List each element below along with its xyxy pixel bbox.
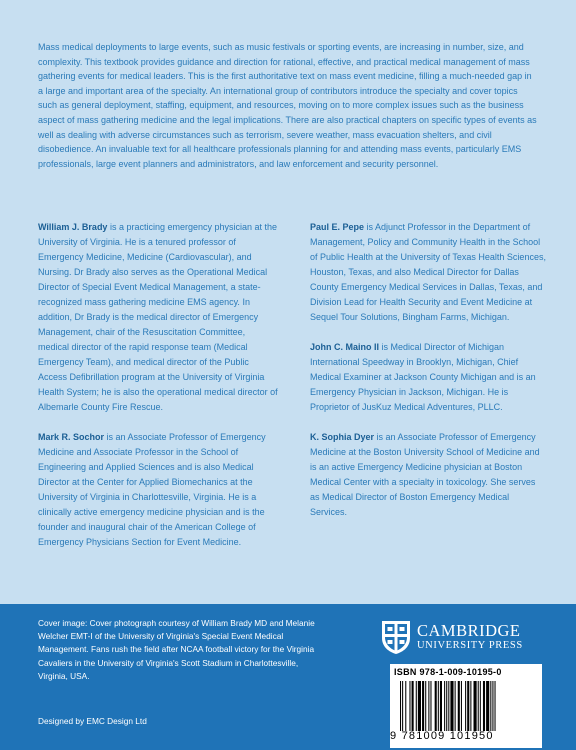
author-bios <box>38 220 546 565</box>
bio-text: is Medical Director of Michigan International Speedway in Brooklyn, Michigan, Chief Medical Examiner at Jackson County Michigan and is an Emergency Physician in Jackson, Michigan. He is Proprietor of JusKuz Medical Adventures, PLLC. <box>310 342 536 412</box>
bios-left-column <box>38 220 278 565</box>
cover-credit: Cover image: Cover photograph courtesy of William Brady MD and Melanie Welcher EMT-I of the University of Virginia's Special Event Medical Management. Fans rush the field after NCAA football victory for the Virginia Cavaliers in the University of Virginia's Scott Stadium in Charlottesville, Virginia, USA. <box>38 618 315 681</box>
footer-band <box>0 604 576 750</box>
bio-name: William J. Brady <box>38 222 108 232</box>
barcode-icon <box>398 681 534 731</box>
bio-text: is Adjunct Professor in the Department of Management, Policy and Community Health in the School of Public Health at the University of Texas Health Sciences, Houston, Texas, and also Medical Director for Dallas County Emergency Medical Services in Dallas, Texas, and Division Lead for Health Security and Event Medicine at Sequel Tour Solutions, Bingham Farms, Michigan. <box>310 222 546 322</box>
bio-name: Mark R. Sochor <box>38 432 105 442</box>
bio-name: K. Sophia Dyer <box>310 432 375 442</box>
bio-sochor <box>38 430 278 550</box>
bio-maino <box>310 340 546 415</box>
back-cover-blurb: Mass medical deployments to large events, such as music festivals or sporting events, are increasing in number, size, and complexity. This textbook provides guidance and direction for rational, effective, and practical medical management of mass gathering events for medical leaders. This is the first authoritative text on mass event medicine, filling a much-needed gap in a large and important area of the specialty. An international group of contributors introduce the specialty and cover topics such as general deployment, staffing, equipment, and resources, moving on to more complex issues such as the business aspect of mass gathering medicine and the legal implications. There are also practical chapters on specific types of events as well as dealing with adverse circumstances such as terrorism, severe weather, mass evacuation shelters, and civil disobedience. An invaluable text for all healthcare professionals planning for and attending mass events, particularly EMS professionals, large event planners and administrators, and law enforcement and security personnel. <box>38 42 537 169</box>
bio-pepe <box>310 220 546 325</box>
bio-dyer <box>310 430 546 520</box>
isbn-label: ISBN 978-1-009-10195-0 <box>394 667 502 677</box>
bio-text: is an Associate Professor of Emergency Medicine at the Boston University School of Medicine and is an active Emergency Medicine physician at Boston Medical Center with a specialty in toxicology. She serves as Medical Director of Boston Emergency Medical Services. <box>310 432 540 517</box>
publisher-logo <box>381 617 541 657</box>
bio-name: John C. Maino II <box>310 342 379 352</box>
shield-icon <box>381 620 411 655</box>
publisher-name <box>417 622 523 652</box>
isbn-barcode-box <box>390 664 542 748</box>
bio-text: is an Associate Professor of Emergency Medicine and Associate Professor in the School of Engineering and Applied Sciences and is also Medical Director at the Center for Applied Biomechanics at the University of Virginia in Charlottesville, Virginia. He is a clinically active emergency medicine physician and is the founder and inaugural chair of the American College of Emergency Physicians Section for Event Medicine. <box>38 432 266 547</box>
bio-name: Paul E. Pepe <box>310 222 365 232</box>
bios-right-column <box>310 220 546 565</box>
bio-brady <box>38 220 278 415</box>
publisher-name-line1: CAMBRIDGE <box>417 621 521 640</box>
designer-credit: Designed by EMC Design Ltd <box>38 716 147 726</box>
publisher-name-line2: UNIVERSITY PRESS <box>417 640 523 651</box>
barcode-digits: 9 781009 101950 <box>390 730 494 742</box>
bio-text: is a practicing emergency physician at the University of Virginia. He is a tenured professor of Emergency Medicine, Medicine (Cardiovascular), and Nursing. Dr Brady also serves as the Operational Medical Director of Special Event Medical Management, a state-recognized mass gathering medicine EMS agency. In addition, Dr Brady is the medical director of Emergency Management, chair of the Resuscitation Committee, medical director of the rapid response team (Medical Emergency Team), and medical director of the Public Access Defibrillation program at the University of Virginia Health System; he is also the operational medical director of Albemarle County Fire Rescue. <box>38 222 278 412</box>
